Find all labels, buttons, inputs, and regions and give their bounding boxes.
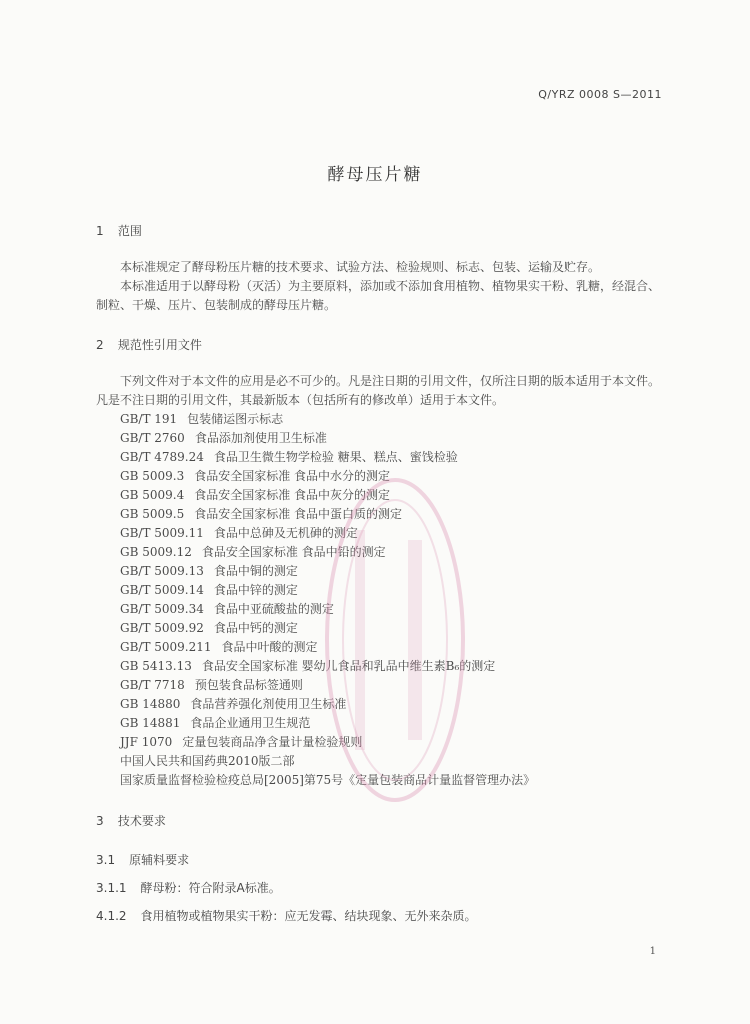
normative-intro-text: 下列文件对于本文件的应用是必不可少的。凡是注日期的引用文件，仅所注日期的版本适用于本文件。凡是不注日期的引用文件，其最新版本（包括所有的修改单）适用于本文件。 bbox=[96, 374, 661, 407]
reference-item: GB 14880 食品营养强化剂使用卫生标准 bbox=[120, 697, 347, 711]
reference-item: GB 14881 食品企业通用卫生规范 bbox=[120, 716, 311, 730]
reference-item: GB/T 5009.14 食品中锌的测定 bbox=[120, 583, 298, 597]
section-heading-scope bbox=[96, 222, 142, 239]
section-heading-tech bbox=[96, 812, 166, 829]
reference-item: GB 5009.3 食品安全国家标准 食品中水分的测定 bbox=[120, 469, 391, 483]
section-number: 1 bbox=[96, 224, 104, 238]
section-number: 2 bbox=[96, 338, 104, 352]
scope-paragraph-1: 本标准规定了酵母粉压片糖的技术要求、试验方法、检验规则、标志、包装、运输及贮存。 bbox=[120, 260, 601, 274]
reference-item: GB/T 5009.92 食品中钙的测定 bbox=[120, 621, 298, 635]
reference-item: 中国人民共和国药典2010版二部 bbox=[120, 754, 295, 768]
reference-item: JJF 1070 定量包装商品净含量计量检验规则 bbox=[120, 735, 363, 749]
reference-item: GB/T 2760 食品添加剂使用卫生标准 bbox=[120, 431, 327, 445]
approval-stamp bbox=[320, 470, 470, 810]
section-title: 范围 bbox=[117, 224, 142, 238]
reference-item: GB 5009.4 食品安全国家标准 食品中灰分的测定 bbox=[120, 488, 391, 502]
reference-item: 国家质量监督检验检疫总局[2005]第75号《定量包装商品计量监督管理办法》 bbox=[120, 773, 536, 787]
reference-item: GB 5009.12 食品安全国家标准 食品中铅的测定 bbox=[120, 545, 386, 559]
reference-item: GB/T 5009.11 食品中总砷及无机砷的测定 bbox=[120, 526, 358, 540]
reference-item: GB/T 5009.211 食品中叶酸的测定 bbox=[120, 640, 318, 654]
tech-subitem: 3.1 原辅料要求 bbox=[96, 853, 190, 867]
scope-body bbox=[96, 258, 668, 315]
reference-item: GB 5413.13 食品安全国家标准 婴幼儿食品和乳品中维生素B₆的测定 bbox=[120, 659, 496, 673]
scope-paragraph-2: 本标准适用于以酵母粉（灭活）为主要原料，添加或不添加食用植物、植物果实干粉、乳糖，经混合、制粒、干燥、压片、包装制成的酵母压片糖。 bbox=[96, 279, 661, 312]
page-title: 酵母压片糖 bbox=[327, 165, 423, 185]
reference-item: GB/T 5009.13 食品中铜的测定 bbox=[120, 564, 298, 578]
section-title: 规范性引用文件 bbox=[117, 338, 202, 352]
reference-item: GB/T 4789.24 食品卫生微生物学检验 糖果、糕点、蜜饯检验 bbox=[120, 450, 458, 464]
tech-subitem: 3.1.1 酵母粉：符合附录A标准。 bbox=[96, 881, 281, 895]
tech-subitem: 4.1.2 食用植物或植物果实干粉：应无发霉、结块现象、无外来杂质。 bbox=[96, 909, 477, 923]
reference-item: GB 5009.5 食品安全国家标准 食品中蛋白质的测定 bbox=[120, 507, 403, 521]
normative-intro bbox=[96, 372, 668, 410]
page-number: 1 bbox=[649, 946, 656, 957]
section-title: 技术要求 bbox=[117, 814, 166, 828]
section-heading-normative bbox=[96, 336, 202, 353]
reference-item: GB/T 7718 预包装食品标签通则 bbox=[120, 678, 303, 692]
standard-code: Q/YRZ 0008 S—2011 bbox=[538, 88, 662, 101]
section-number: 3 bbox=[96, 814, 104, 828]
reference-item: GB/T 191 包装储运图示标志 bbox=[120, 412, 284, 426]
reference-item: GB/T 5009.34 食品中亚硫酸盐的测定 bbox=[120, 602, 334, 616]
